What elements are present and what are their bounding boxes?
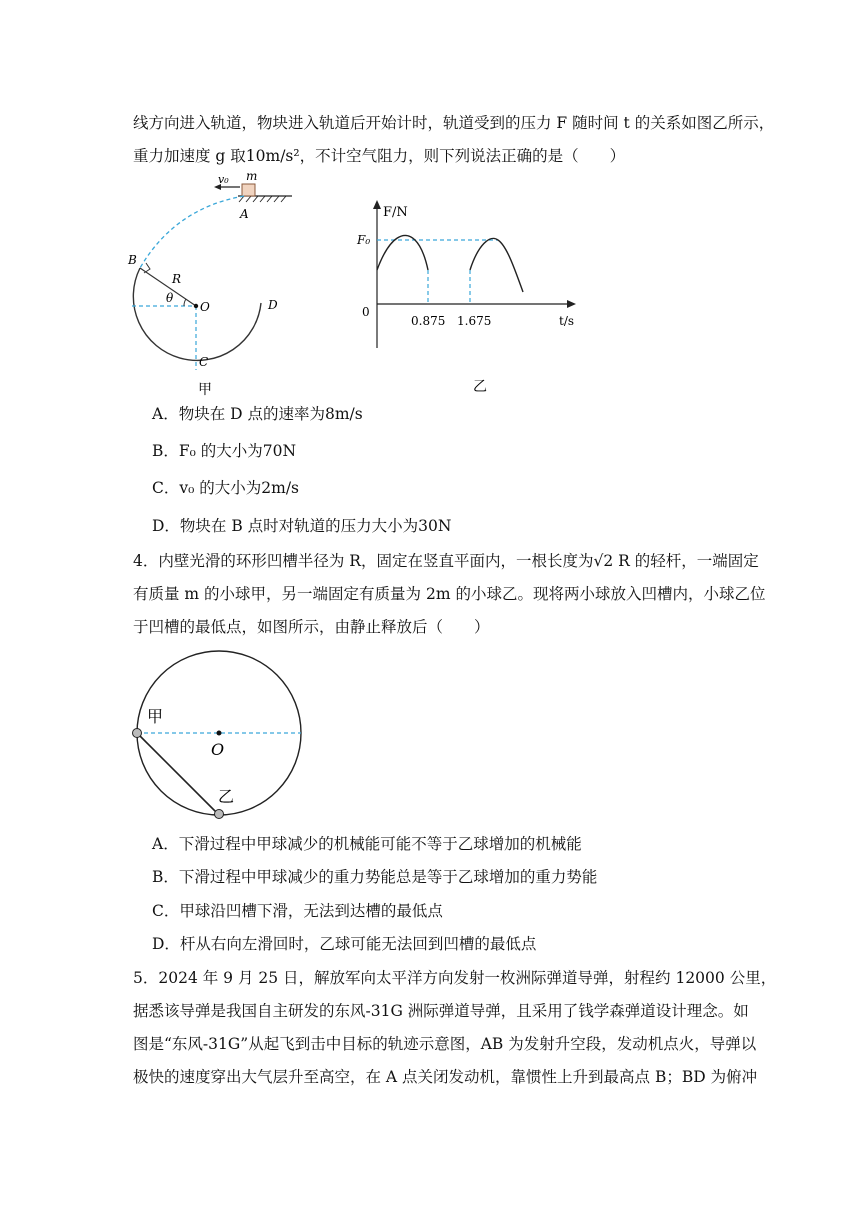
q3-text-line-1: 线方向进入轨道，物块进入轨道后开始计时，轨道受到的压力 F 随时间 t 的关系如图乙所示，	[133, 114, 775, 132]
q4-text-line-3: 于凹槽的最低点，如图所示，由静止释放后（ ）	[133, 618, 490, 636]
figure-jia	[120, 170, 320, 400]
label-yi: 乙	[218, 787, 235, 806]
label-theta: θ	[166, 291, 174, 305]
label-A: A	[240, 207, 249, 221]
q4-option-b: B．下滑过程中甲球减少的重力势能总是等于乙球增加的重力势能	[152, 868, 598, 886]
light-rod	[137, 733, 219, 815]
q4-text-line-1: 4．内壁光滑的环形凹槽半径为 R，固定在竖直平面内，一根长度为√2 R 的轻杆，一端固定	[133, 552, 759, 570]
q5-text-line-4: 极快的速度穿出大气层升至高空，在 A 点关闭发动机，靠惯性上升到最高点 B；BD 为俯冲	[133, 1068, 758, 1086]
force-curve-1	[377, 235, 428, 270]
figure-q4	[125, 650, 315, 825]
label-jia: 甲	[147, 707, 164, 726]
q3-text-line-2: 重力加速度 g 取10m/s²，不计空气阻力，则下列说法正确的是（ ）	[133, 147, 626, 165]
force-curve-2	[470, 238, 523, 292]
figure-yi	[345, 190, 585, 395]
label-v0: v₀	[218, 173, 229, 186]
q3-option-d: D．物块在 B 点时对轨道的压力大小为30N	[152, 517, 452, 535]
q4-option-a: A．下滑过程中甲球减少的机械能可能不等于乙球增加的机械能	[152, 835, 582, 853]
y-tick-f0: F₀	[357, 233, 371, 247]
ball-yi	[215, 810, 224, 819]
label-B: B	[128, 253, 137, 267]
label-C: C	[199, 355, 209, 369]
q5-text-line-3: 图是“东风-31G”从起飞到击中目标的轨迹示意图，AB 为发射升空段，发动机点火，导弹以	[133, 1035, 757, 1053]
y-axis-label: F/N	[383, 205, 408, 220]
q5-text-line-2: 据悉该导弹是我国自主研发的东风-31G 洲际弹道导弹，且采用了钱学森弹道设计理念。如	[133, 1002, 749, 1020]
label-m: m	[246, 170, 258, 183]
ball-jia	[133, 729, 142, 738]
x-tick-1: 0.875	[411, 314, 446, 328]
x-tick-2: 1.675	[457, 314, 492, 328]
origin-label: 0	[362, 305, 370, 319]
label-R: R	[172, 272, 182, 286]
q3-option-c: C．v₀ 的大小为2m/s	[152, 479, 299, 497]
q3-option-a: A．物块在 D 点的速率为8m/s	[152, 405, 363, 423]
q5-text-line-1: 5．2024 年 9 月 25 日，解放军向太平洋方向发射一枚洲际弹道导弹，射程约 12000 公里，	[133, 969, 777, 987]
label-O: O	[200, 300, 210, 314]
caption-jia: 甲	[198, 382, 212, 398]
label-O-q4: O	[211, 740, 225, 759]
q4-option-c: C．甲球沿凹槽下滑，无法到达槽的最低点	[152, 902, 443, 920]
circular-track	[133, 268, 261, 360]
q4-option-d: D．杆从右向左滑回时，乙球可能无法回到凹槽的最低点	[152, 935, 537, 953]
block-m	[242, 184, 255, 196]
caption-yi: 乙	[473, 379, 487, 395]
label-D: D	[268, 298, 278, 312]
q3-option-b: B．F₀ 的大小为70N	[152, 442, 297, 460]
x-axis-label: t/s	[559, 314, 575, 328]
q4-text-line-2: 有质量 m 的小球甲，另一端固定有质量为 2m 的小球乙。现将两小球放入凹槽内，小球乙位	[133, 585, 766, 603]
